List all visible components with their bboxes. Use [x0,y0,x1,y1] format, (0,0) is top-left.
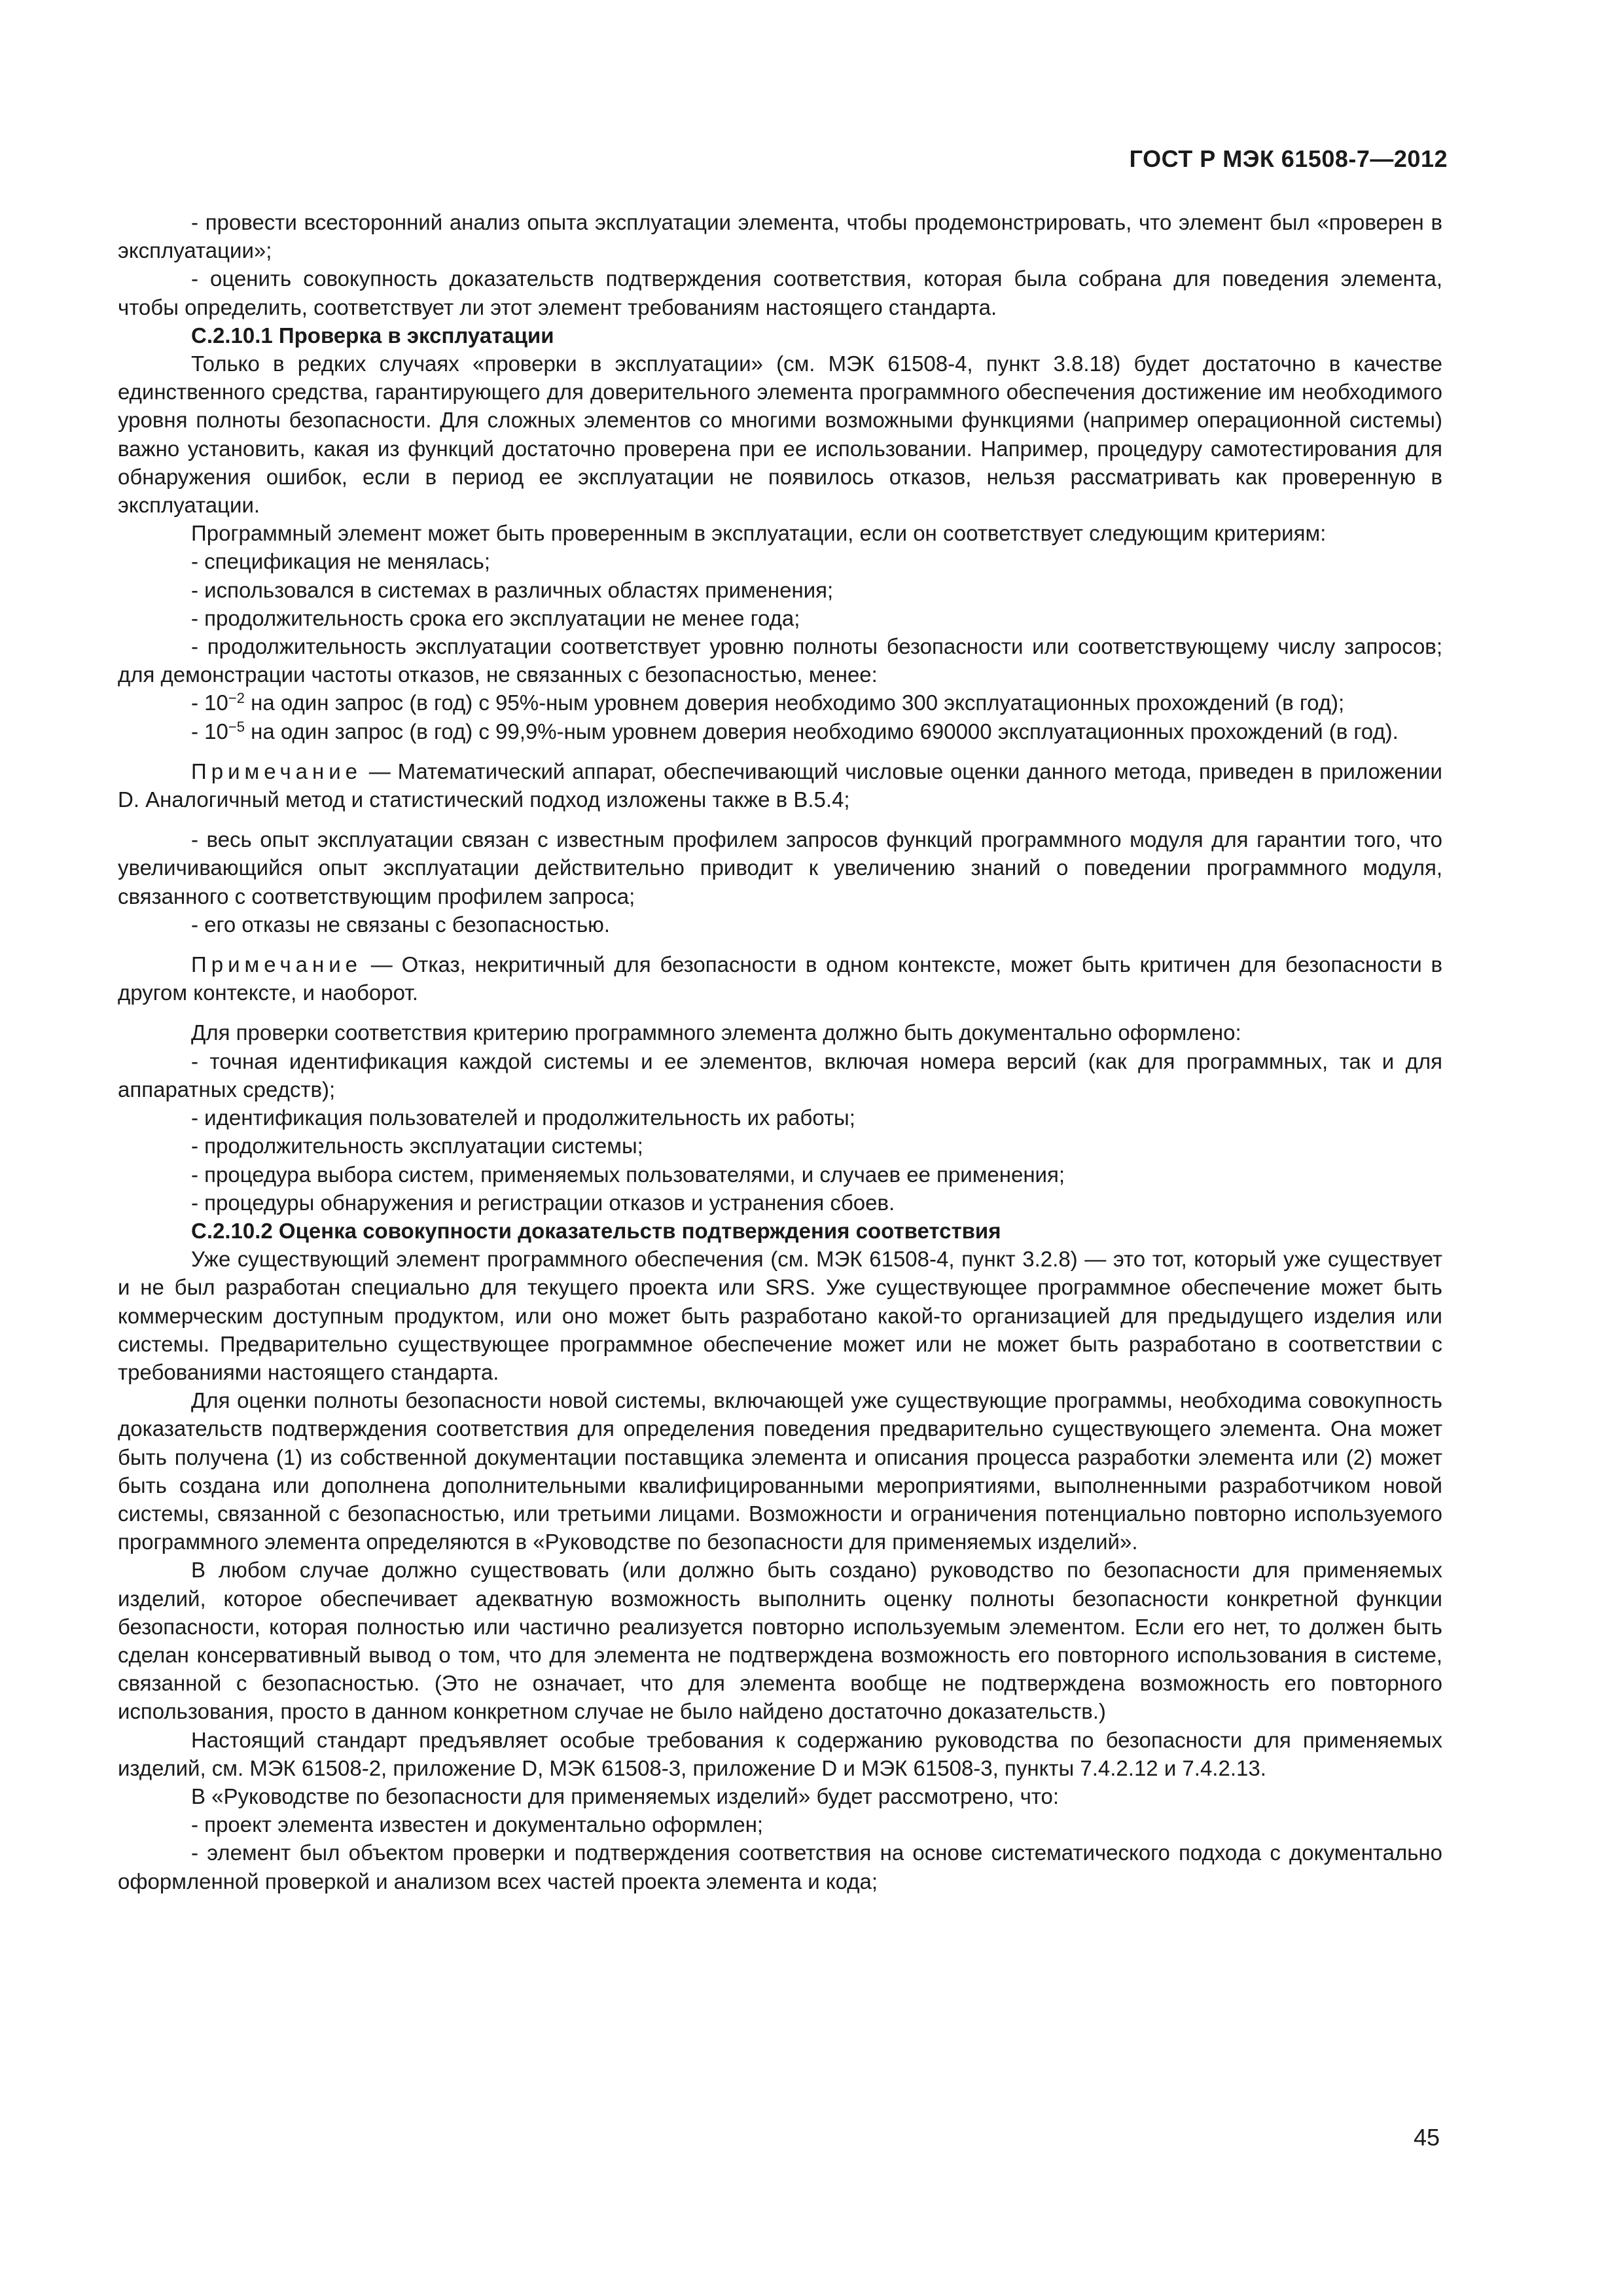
paragraph: В любом случае должно существовать (или должно быть создано) руководство по безопасности для применяемых изделий, которое обеспечивает адекватную возможность выполнить оценку полноты безопасности конкретной функции безопасности, которая полностью или частично реализуется повторно используемым элементом. Если его нет, то должен быть сделан консервативный вывод о том, что для элемента не подтверждена возможность его повторного использования в системе, связанной с безопасностью. (Это не означает, что для элемента вообще не подтверждена возможность его повторного использования, просто в данном конкретном случае не было найдено достаточно доказательств.) [118,1558,1442,1724]
spacer [118,1007,1442,1018]
list-item [118,689,1442,717]
paragraph: Программный элемент может быть проверенным в эксплуатации, если он соответствует следующим критериям: [191,521,1327,546]
list-item-prefix: - 10 [191,691,228,715]
list-item: - точная идентификация каждой системы и ее элементов, включая номера версий (как для программных, так и для аппаратных средств); [118,1049,1442,1102]
spacer [118,939,1442,950]
spacer [118,814,1442,825]
list-item: - использовался в системах в различных областях применения; [191,577,834,602]
page-body [118,208,1442,1895]
spacer [118,745,1442,757]
list-item-prefix: - 10 [191,719,228,744]
list-item-text: на один запрос (в год) с 99,9%-ным уровнем доверия необходимо 690000 эксплуатационных прохождений (в год). [244,719,1399,744]
paragraph: Только в редких случаях «проверки в эксплуатации» (см. МЭК 61508-4, пункт 3.8.18) будет достаточно в качестве единственного средства, гарантирующего для доверительного элемента программного обеспечения достижение им необходимого уровня полноты безопасности. Для сложных элементов со многими возможными функциями (например операционной системы) важно установить, какая из функций достаточно проверена при ее использовании. Например, процедуру самотестирования для обнаружения ошибок, если в период ее эксплуатации не появилось отказов, нельзя рассматривать как проверенную в эксплуатации. [118,351,1442,518]
paragraph: Для проверки соответствия критерию программного элемента должно быть документально оформлено: [191,1020,1241,1045]
paragraph: Уже существующий элемент программного обеспечения (см. МЭК 61508-4, пункт 3.2.8) — это тот, который уже существует и не был разработан специально для текущего проекта или SRS. Уже существующее программное обеспечение может быть коммерческим доступным продуктом, или оно может быть разработано какой-то организацией для предыдущего изделия или системы. Предварительно существующее программное обеспечение может или не может быть разработано в соответствии с требованиями настоящего стандарта. [118,1247,1442,1384]
note [118,950,1442,1007]
paragraph: - провести всесторонний анализ опыта эксплуатации элемента, чтобы продемонстрировать, что элемент был «проверен в эксплуатации»; [118,210,1442,263]
note [118,757,1442,814]
list-item [118,717,1442,745]
section-heading: С.2.10.2 Оценка совокупности доказательств подтверждения соответствия [191,1218,1001,1243]
paragraph: В «Руководстве по безопасности для применяемых изделий» будет рассмотрено, что: [191,1784,1060,1808]
note-text: — Математический аппарат, обеспечивающий числовые оценки данного метода, приведен в приложении D. Аналогичный метод и статистический подход изложены также в B.5.4; [118,759,1442,812]
note-label: Примечание [191,952,363,977]
list-item: - идентификация пользователей и продолжительность их работы; [191,1105,855,1130]
paragraph: Для оценки полноты безопасности новой системы, включающей уже существующие программы, необходима совокупность доказательств подтверждения соответствия для определения поведения предварительно существующего элемента. Она может быть получена (1) из собственной документации поставщика элемента и описания процесса разработки элемента или (2) может быть создана или дополнена дополнительными квалифицированными мероприятиями, выполненными разработчиком новой системы, связанной с безопасностью, или третьими лицами. Возможности и ограничения потенциально повторно используемого программного элемента определяются в «Руководстве по безопасности для применяемых изделий». [118,1388,1442,1554]
list-item-text: на один запрос (в год) с 95%-ным уровнем доверия необходимо 300 эксплуатационных прохождений (в год); [244,691,1345,715]
list-item: - процедуры обнаружения и регистрации отказов и устранения сбоев. [191,1190,895,1215]
list-item: - весь опыт эксплуатации связан с известным профилем запросов функций программного модуля для гарантии того, что увеличивающийся опыт эксплуатации действительно приводит к увеличению знаний о поведении программного модуля, связанного с соответствующим профилем запроса; [118,827,1442,908]
paragraph: - оценить совокупность доказательств подтверждения соответствия, которая была собрана для поведения элемента, чтобы определить, соответствует ли этот элемент требованиям настоящего стандарта. [118,266,1442,319]
note-text: — Отказ, некритичный для безопасности в одном контексте, может быть критичен для безопасности в другом контексте, и наоборот. [118,952,1442,1005]
list-item: - продолжительность срока его эксплуатации не менее года; [191,605,800,630]
paragraph: Настоящий стандарт предъявляет особые требования к содержанию руководства по безопасности для применяемых изделий, см. МЭК 61508-2, приложение D, МЭК 61508-3, приложение D и МЭК 61508-3, пункты 7.4.2.12 и 7.4.2.13. [118,1727,1442,1780]
note-label: Примечание [191,759,363,783]
exponent: −2 [228,690,245,707]
page-number: 45 [1413,2124,1440,2151]
list-item: - элемент был объектом проверки и подтверждения соответствия на основе систематического подхода с документально оформленной проверкой и анализом всех частей проекта элемента и кода; [118,1840,1442,1893]
list-item: - процедура выбора систем, применяемых пользователями, и случаев ее применения; [191,1162,1065,1187]
list-item: - проект элемента известен и документально оформлен; [191,1812,764,1837]
section-heading: С.2.10.1 Проверка в эксплуатации [191,323,554,348]
list-item: - продолжительность эксплуатации системы; [191,1134,643,1158]
list-item: - его отказы не связаны с безопасностью. [191,912,611,937]
list-item: - продолжительность эксплуатации соответствует уровню полноты безопасности или соответствующему числу запросов; для демонстрации частоты отказов, не связанных с безопасностью, менее: [118,634,1442,687]
document-header: ГОСТ Р МЭК 61508-7—2012 [1129,145,1448,172]
list-item: - спецификация не менялась; [191,549,491,574]
exponent: −5 [228,718,245,735]
